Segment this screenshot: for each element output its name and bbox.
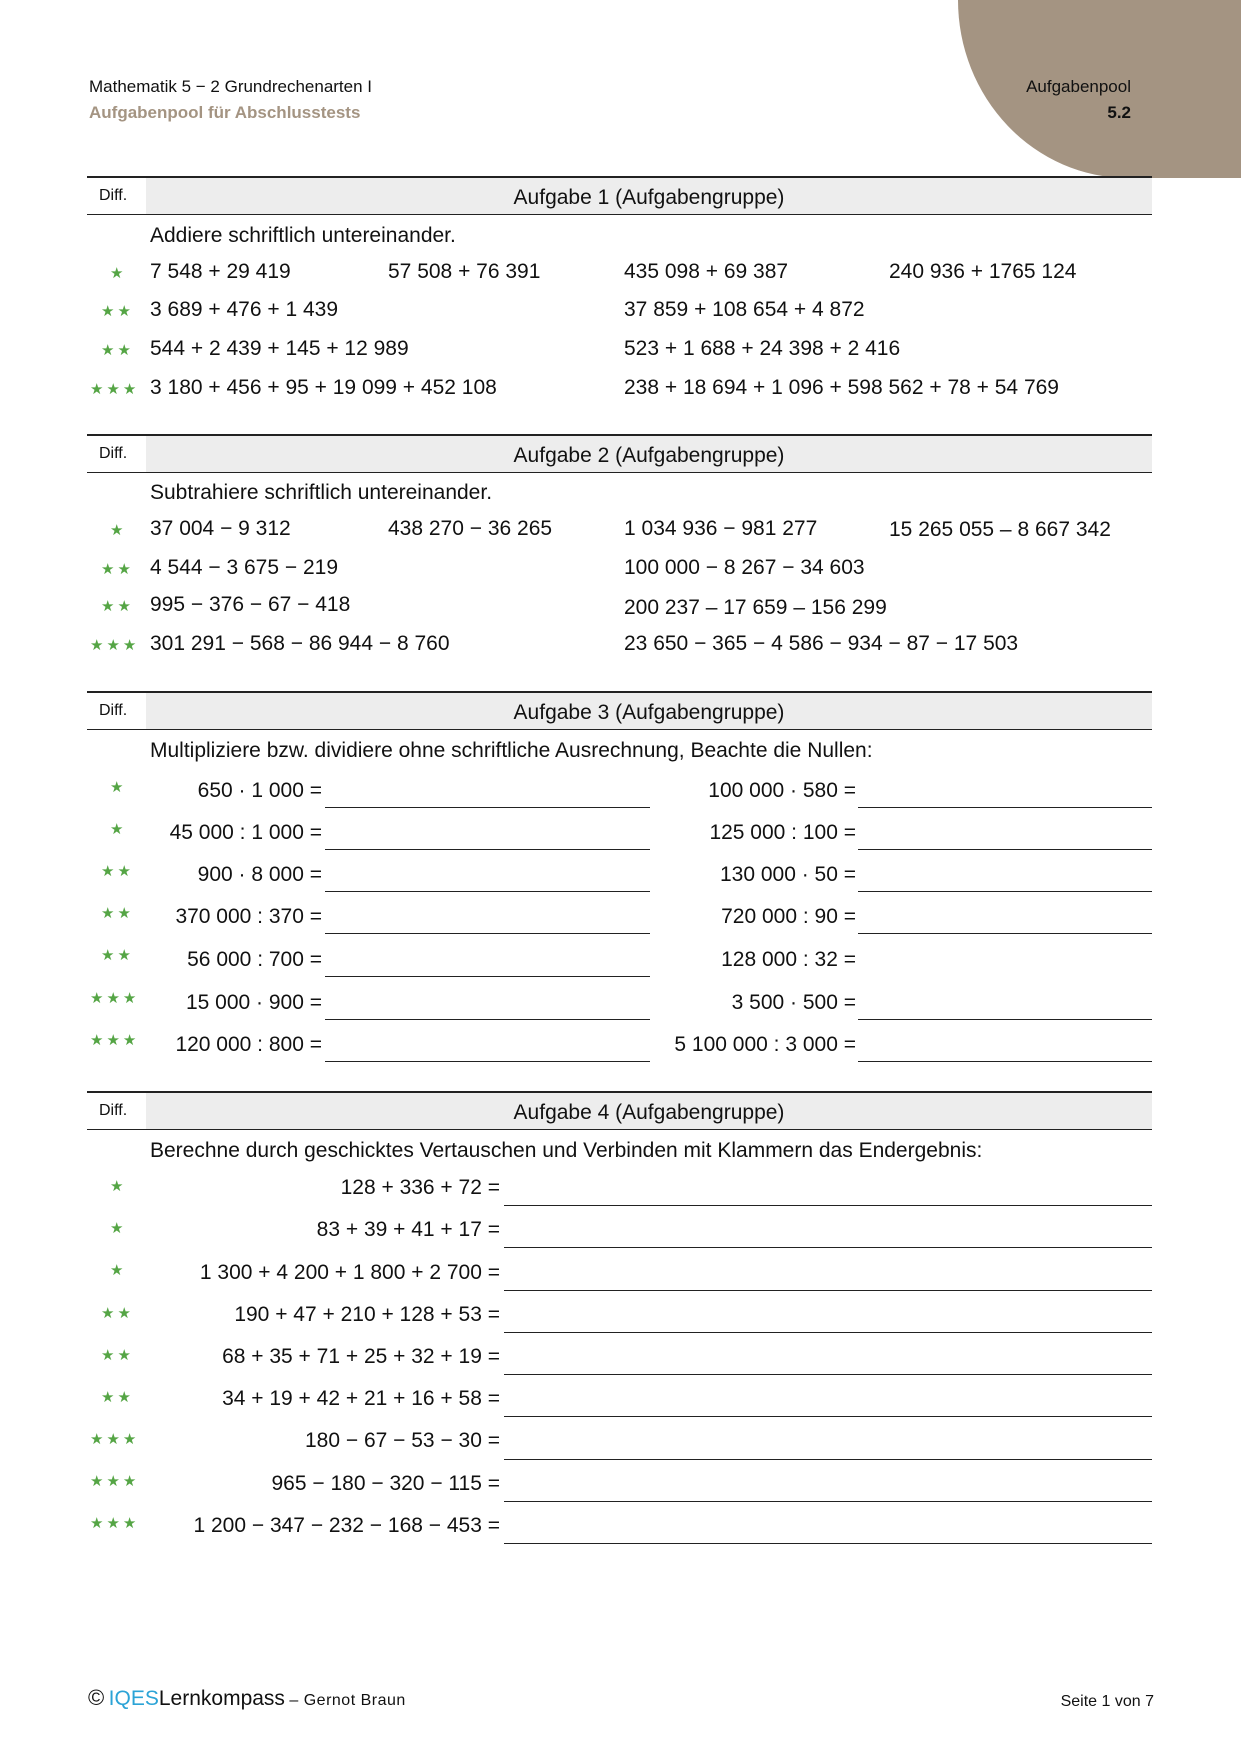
equation-right: 130 000 · 50 =	[719, 863, 856, 886]
problem: 15 265 055 – 8 667 342	[889, 518, 1111, 541]
difficulty-stars: ★	[110, 779, 127, 796]
equation-left: 15 000 · 900 =	[185, 991, 322, 1014]
task-2-instruction: Subtrahiere schriftlich untereinander.	[150, 481, 493, 504]
difficulty-stars: ★★	[101, 947, 134, 964]
equation-right: 3 500 · 500 =	[731, 991, 856, 1014]
answer-line[interactable]	[858, 933, 1152, 934]
difficulty-stars: ★★★	[90, 1431, 140, 1448]
answer-line[interactable]	[858, 849, 1152, 850]
difficulty-stars: ★	[110, 1178, 127, 1195]
answer-line[interactable]	[504, 1416, 1152, 1417]
task-3-header	[87, 691, 1152, 730]
difficulty-stars: ★	[110, 522, 127, 539]
equation-left: 120 000 : 800 =	[175, 1033, 322, 1056]
expression: 965 − 180 − 320 − 115 =	[271, 1472, 500, 1495]
answer-line[interactable]	[325, 891, 650, 892]
difficulty-stars: ★★	[101, 863, 134, 880]
difficulty-stars: ★	[110, 1220, 127, 1237]
problem: 200 237 – 17 659 – 156 299	[624, 596, 887, 619]
diff-label: Diff.	[87, 693, 146, 729]
equation-right: 720 000 : 90 =	[721, 905, 856, 928]
expression: 1 300 + 4 200 + 1 800 + 2 700 =	[199, 1261, 500, 1284]
problem: 301 291 − 568 − 86 944 − 8 760	[150, 632, 450, 655]
diff-label: Diff.	[87, 1093, 146, 1129]
task-3-instruction: Multipliziere bzw. dividiere ohne schriftliche Ausrechnung, Beachte die Nullen:	[150, 739, 873, 762]
difficulty-stars: ★★★	[90, 1032, 140, 1049]
difficulty-stars: ★★★	[90, 1473, 140, 1490]
expression: 128 + 336 + 72 =	[340, 1176, 500, 1199]
difficulty-stars: ★★★	[90, 381, 140, 398]
problem: 37 859 + 108 654 + 4 872	[624, 298, 865, 321]
equation-left: 370 000 : 370 =	[175, 905, 322, 928]
equation-right: 5 100 000 : 3 000 =	[674, 1033, 856, 1056]
copyright-icon: ©	[88, 1685, 105, 1710]
task-1-title: Aufgabe 1 (Aufgabengruppe)	[146, 178, 1152, 214]
problem: 3 689 + 476 + 1 439	[150, 298, 339, 321]
answer-line[interactable]	[504, 1247, 1152, 1248]
difficulty-stars: ★	[110, 821, 127, 838]
logo-iqes: IQES	[108, 1687, 159, 1710]
problem: 238 + 18 694 + 1 096 + 598 562 + 78 + 54 769	[624, 376, 1059, 399]
problem: 438 270 − 36 265	[388, 517, 553, 540]
page-number: Seite 1 von 7	[1060, 1693, 1154, 1710]
problem: 995 − 376 − 67 − 418	[150, 593, 351, 616]
difficulty-stars: ★★	[101, 1389, 134, 1406]
footer-author: – Gernot Braun	[289, 1692, 406, 1709]
problem: 100 000 − 8 267 − 34 603	[624, 556, 865, 579]
difficulty-stars: ★★	[101, 598, 134, 615]
answer-line[interactable]	[858, 807, 1152, 808]
equation-right: 100 000 · 580 =	[708, 779, 856, 802]
answer-line[interactable]	[325, 849, 650, 850]
problem: 4 544 − 3 675 − 219	[150, 556, 339, 579]
difficulty-stars: ★	[110, 265, 127, 282]
expression: 83 + 39 + 41 + 17 =	[316, 1218, 500, 1241]
logo-lernkompass: Lernkompass	[158, 1687, 285, 1710]
document-subtitle: Aufgabenpool für Abschlusstests	[89, 103, 361, 122]
answer-line[interactable]	[504, 1543, 1152, 1544]
task-3-title: Aufgabe 3 (Aufgabengruppe)	[146, 693, 1152, 729]
task-4-instruction: Berechne durch geschicktes Vertauschen und Verbinden mit Klammern das Endergebnis:	[150, 1139, 983, 1162]
difficulty-stars: ★★★	[90, 990, 140, 1007]
answer-line[interactable]	[858, 891, 1152, 892]
problem: 544 + 2 439 + 145 + 12 989	[150, 337, 409, 360]
answer-line[interactable]	[325, 933, 650, 934]
answer-line[interactable]	[504, 1374, 1152, 1375]
task-4-header	[87, 1091, 1152, 1130]
difficulty-stars: ★★	[101, 303, 134, 320]
expression: 190 + 47 + 210 + 128 + 53 =	[234, 1303, 500, 1326]
document-title: Mathematik 5 − 2 Grundrechenarten I	[89, 77, 373, 96]
problem: 240 936 + 1765 124	[889, 260, 1077, 283]
answer-line[interactable]	[325, 1019, 650, 1020]
difficulty-stars: ★★	[101, 561, 134, 578]
difficulty-stars: ★★	[101, 1347, 134, 1364]
diff-label: Diff.	[87, 436, 146, 472]
task-2-title: Aufgabe 2 (Aufgabengruppe)	[146, 436, 1152, 472]
difficulty-stars: ★	[110, 1262, 127, 1279]
answer-line[interactable]	[504, 1332, 1152, 1333]
answer-line[interactable]	[858, 1061, 1152, 1062]
expression: 180 − 67 − 53 − 30 =	[304, 1429, 500, 1452]
answer-line[interactable]	[858, 1019, 1152, 1020]
problem: 37 004 − 9 312	[150, 517, 291, 540]
expression: 68 + 35 + 71 + 25 + 32 + 19 =	[222, 1345, 500, 1368]
problem: 523 + 1 688 + 24 398 + 2 416	[624, 337, 901, 360]
answer-line[interactable]	[325, 1061, 650, 1062]
answer-line[interactable]	[504, 1205, 1152, 1206]
equation-left: 56 000 : 700 =	[187, 948, 322, 971]
answer-line[interactable]	[504, 1501, 1152, 1502]
difficulty-stars: ★★	[101, 1305, 134, 1322]
expression: 1 200 − 347 − 232 − 168 − 453 =	[193, 1514, 500, 1537]
problem: 1 034 936 − 981 277	[624, 517, 818, 540]
difficulty-stars: ★★	[101, 342, 134, 359]
answer-line[interactable]	[504, 1459, 1152, 1460]
problem: 3 180 + 456 + 95 + 19 099 + 452 108	[150, 376, 497, 399]
expression: 34 + 19 + 42 + 21 + 16 + 58 =	[222, 1387, 500, 1410]
difficulty-stars: ★★	[101, 905, 134, 922]
equation-right: 128 000 : 32 =	[721, 948, 856, 971]
problem: 23 650 − 365 − 4 586 − 934 − 87 − 17 503	[624, 632, 1019, 655]
badge-label: Aufgabenpool	[1026, 77, 1131, 96]
problem: 7 548 + 29 419	[150, 260, 291, 283]
answer-line[interactable]	[325, 807, 650, 808]
diff-label: Diff.	[87, 178, 146, 214]
difficulty-stars: ★★★	[90, 637, 140, 654]
equation-left: 900 · 8 000 =	[197, 863, 322, 886]
task-4-title: Aufgabe 4 (Aufgabengruppe)	[146, 1093, 1152, 1129]
answer-line[interactable]	[504, 1290, 1152, 1291]
equation-right: 125 000 : 100 =	[709, 821, 856, 844]
answer-line[interactable]	[325, 976, 650, 977]
equation-left: 45 000 : 1 000 =	[169, 821, 322, 844]
equation-left: 650 · 1 000 =	[197, 779, 322, 802]
task-2-header	[87, 434, 1152, 473]
task-1-header	[87, 176, 1152, 215]
difficulty-stars: ★★★	[90, 1515, 140, 1532]
footer-logo	[88, 1685, 406, 1711]
task-1-instruction: Addiere schriftlich untereinander.	[150, 224, 456, 247]
badge-number: 5.2	[1107, 103, 1131, 122]
problem: 57 508 + 76 391	[388, 260, 541, 283]
problem: 435 098 + 69 387	[624, 260, 789, 283]
